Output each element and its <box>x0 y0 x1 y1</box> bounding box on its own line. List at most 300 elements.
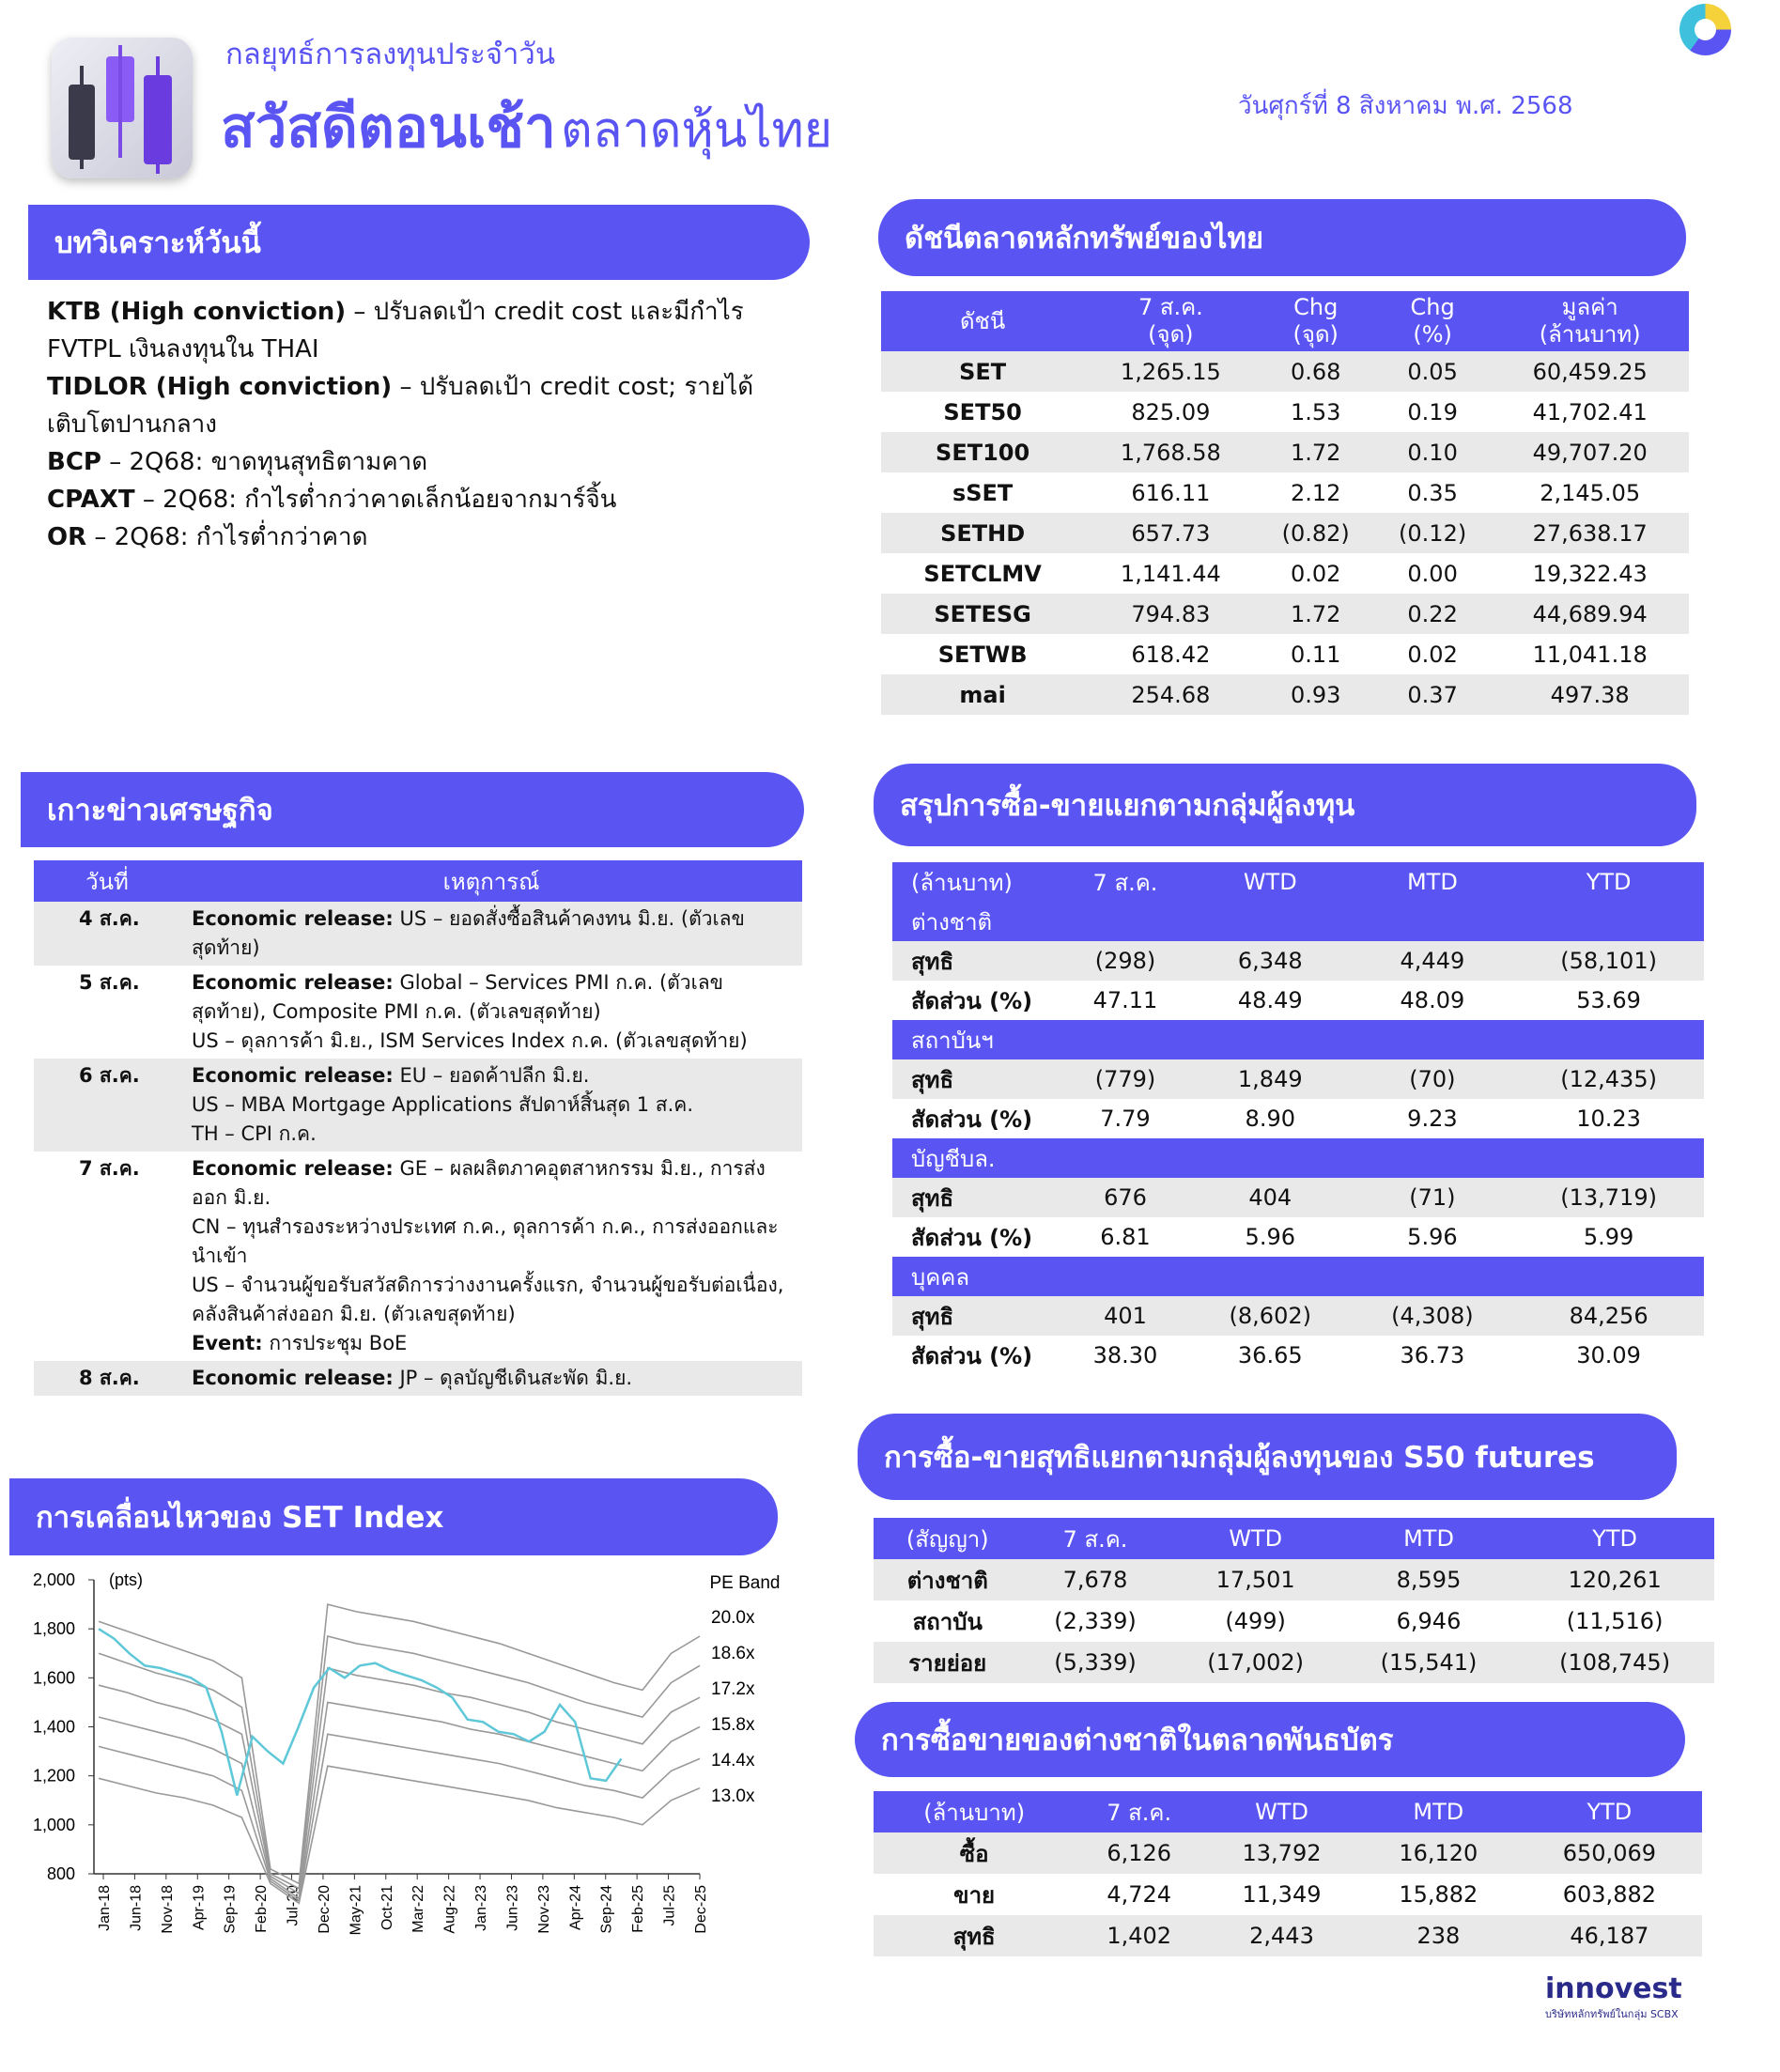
bonds-header-row <box>874 1791 1702 1832</box>
event-line <box>192 1364 791 1393</box>
table-cell: (70) <box>1352 1059 1514 1099</box>
set-index-line <box>99 1629 621 1795</box>
table-cell: 5.96 <box>1245 1224 1295 1250</box>
brand-subtitle: บริษัทหลักทรัพย์ในกลุ่ม SCBX <box>1545 2008 1679 2020</box>
row-label: สัดส่วน (%) <box>911 987 1033 1014</box>
table-row <box>874 1642 1714 1683</box>
indices-header-row <box>881 291 1689 351</box>
event-text: Economic release: <box>192 1064 394 1087</box>
x-tick-label: Mar-22 <box>410 1885 427 1933</box>
table-row <box>874 1874 1702 1915</box>
row-label: สุทธิ <box>892 941 1061 981</box>
analysis-ticker: OR <box>47 523 87 551</box>
event-text: Event: <box>192 1332 263 1354</box>
table-row <box>881 594 1689 634</box>
table-cell: 41,702.41 <box>1532 398 1648 425</box>
analysis-list <box>47 293 798 556</box>
event-description <box>180 1152 802 1361</box>
event-text: EU – ยอดค้าปลีก มิ.ย. <box>393 1064 590 1087</box>
column-header: 7 ส.ค. <box>1022 1518 1169 1559</box>
x-tick-label: Dec-20 <box>316 1885 333 1934</box>
empty-cell <box>1189 902 1352 941</box>
table-cell: 2,145.05 <box>1540 479 1641 506</box>
table-cell: 497.38 <box>1491 674 1689 715</box>
share-row <box>892 981 1704 1020</box>
title-sub: ตลาดหุ้นไทย <box>560 102 833 159</box>
analysis-ticker: TIDLOR (High conviction) <box>47 373 393 401</box>
event-line <box>192 1061 791 1090</box>
x-tick-label: May-21 <box>348 1885 364 1936</box>
column-header: YTD <box>1515 1518 1714 1559</box>
column-header: 7 ส.ค. (จุด) <box>1084 291 1257 351</box>
row-label: สุทธิ <box>892 1296 1061 1336</box>
pe-band-line <box>99 1702 700 1898</box>
event-text: GE – ผลผลิตภาคอุตสาหกรรม มิ.ย., การส่งออก มิ.ย. <box>192 1157 766 1209</box>
table-cell: 47.11 <box>1092 987 1158 1013</box>
table-cell: (58,101) <box>1513 941 1704 981</box>
x-tick-label: Nov-23 <box>535 1885 552 1934</box>
event-description <box>180 1059 802 1152</box>
net-row <box>892 941 1704 981</box>
investor-group-name: บัญชีบล. <box>892 1138 1061 1178</box>
empty-cell <box>1189 1138 1352 1178</box>
row-label: สุทธิ <box>892 1178 1061 1217</box>
column-header: WTD <box>1169 1518 1341 1559</box>
table-cell: (779) <box>1061 1059 1189 1099</box>
x-tick-label: Apr-19 <box>191 1885 208 1931</box>
economic-table <box>34 860 802 1396</box>
table-row <box>34 1152 802 1361</box>
table-cell: 6.81 <box>1100 1224 1151 1250</box>
table-row <box>881 513 1689 553</box>
table-cell: SETESG <box>881 594 1084 634</box>
table-cell: (2,339) <box>1054 1608 1137 1634</box>
table-cell: 0.35 <box>1407 479 1458 506</box>
table-cell: 0.37 <box>1374 674 1491 715</box>
table-cell: SETHD <box>881 513 1084 553</box>
event-line <box>192 1271 791 1329</box>
table-cell: 2,443 <box>1203 1915 1360 1956</box>
analysis-ticker: KTB (High conviction) <box>47 298 347 326</box>
empty-cell <box>1513 902 1704 941</box>
column-header: Chg (จุด) <box>1258 291 1374 351</box>
table-cell: mai <box>881 674 1084 715</box>
share-row <box>892 1217 1704 1257</box>
table-cell: 401 <box>1061 1296 1189 1336</box>
investor-table <box>892 862 1704 1375</box>
analysis-text: – ปรับลดเป้า credit cost; รายได้เติบโตปานกลาง <box>47 373 754 439</box>
y-tick-label: 1,600 <box>32 1668 75 1688</box>
event-date: 8 ส.ค. <box>34 1361 180 1396</box>
table-row <box>881 351 1689 392</box>
event-text: Economic release: <box>192 971 394 994</box>
column-header: MTD <box>1360 1791 1517 1832</box>
investor-header-row <box>892 862 1704 902</box>
column-header: มูลค่า (ล้านบาท) <box>1491 291 1689 351</box>
x-tick-label: Feb-20 <box>254 1885 271 1933</box>
table-cell: 657.73 <box>1084 513 1257 553</box>
header-subtitle: กลยุทธ์การลงทุนประจำวัน <box>225 38 556 71</box>
table-cell: 84,256 <box>1513 1296 1704 1336</box>
event-text: US – ดุลการค้า มิ.ย., ISM Services Index ก.ค. (ตัวเลขสุดท้าย) <box>192 1029 748 1052</box>
empty-cell <box>1352 1020 1514 1059</box>
event-text: Global – Services PMI ก.ค. (ตัวเลขสุดท้าย), Composite PMI ก.ค. (ตัวเลขสุดท้าย) <box>192 971 724 1023</box>
row-label: สัดส่วน (%) <box>911 1224 1033 1251</box>
y-tick-label: 1,400 <box>32 1717 75 1737</box>
table-cell: 0.10 <box>1374 432 1491 472</box>
pe-band-line <box>99 1668 700 1894</box>
event-text: CN – ทุนสำรองระหว่างประเทศ ก.ค., ดุลการค้า ก.ค., การส่งออกและนำเข้า <box>192 1215 779 1267</box>
event-line <box>192 1213 791 1271</box>
table-cell: 6,946 <box>1396 1608 1462 1634</box>
pe-band-value-label: 15.8x <box>711 1715 755 1735</box>
column-header: วันที่ <box>34 860 180 902</box>
table-cell: 48.49 <box>1237 987 1303 1013</box>
brand-circle-icon <box>1679 4 1731 55</box>
pe-band-line <box>99 1604 700 1883</box>
event-text: US – จำนวนผู้ขอรับสวัสดิการว่างงานครั้งแรก, จำนวนผู้ขอรับต่อเนื่อง, คลังสินค้าส่งออก มิ.ย. (ตัวเลขสุดท้าย) <box>192 1274 784 1325</box>
table-cell: 404 <box>1189 1178 1352 1217</box>
set-index-chart <box>0 1559 827 1963</box>
column-header: (สัญญา) <box>874 1518 1022 1559</box>
brand-name: innovest <box>1545 1972 1682 2005</box>
empty-cell <box>1061 1138 1189 1178</box>
table-cell: 0.05 <box>1374 351 1491 392</box>
empty-cell <box>1352 1257 1514 1296</box>
table-row <box>881 472 1689 513</box>
table-cell: 46,187 <box>1517 1915 1702 1956</box>
page-title <box>221 83 832 172</box>
table-cell: 0.93 <box>1258 674 1374 715</box>
indices-table <box>881 291 1689 715</box>
table-cell: 0.02 <box>1290 560 1341 587</box>
indices-heading: ดัชนีตลาดหลักทรัพย์ของไทย <box>878 199 1686 276</box>
event-date: 5 ส.ค. <box>79 971 140 994</box>
x-tick-label: Jan-23 <box>473 1885 490 1931</box>
table-cell: 676 <box>1061 1178 1189 1217</box>
column-header: WTD <box>1203 1791 1360 1832</box>
table-cell: 6,348 <box>1189 941 1352 981</box>
event-text: US – ยอดสั่งซื้อสินค้าคงทน มิ.ย. (ตัวเลขสุดท้าย) <box>192 907 745 959</box>
pe-band-line <box>99 1766 700 1903</box>
table-cell: (0.12) <box>1374 513 1491 553</box>
table-cell: 7.79 <box>1100 1106 1151 1132</box>
table-row <box>881 674 1689 715</box>
empty-cell <box>1352 902 1514 941</box>
table-cell: (11,516) <box>1566 1608 1664 1634</box>
table-cell: 120,261 <box>1515 1559 1714 1600</box>
set-chart-heading: การเคลื่อนไหวของ SET Index <box>9 1478 778 1555</box>
event-date: 6 ส.ค. <box>34 1059 180 1152</box>
table-cell: 1,768.58 <box>1084 432 1257 472</box>
analysis-item <box>47 443 798 481</box>
table-cell: 16,120 <box>1360 1832 1517 1874</box>
table-cell: SET50 <box>943 398 1022 425</box>
table-cell: 8.90 <box>1245 1106 1295 1132</box>
economic-heading: เกาะข่าวเศรษฐกิจ <box>21 772 804 847</box>
pe-band-value-label: 14.4x <box>711 1751 755 1770</box>
table-cell: 238 <box>1360 1915 1517 1956</box>
analysis-item <box>47 368 798 443</box>
table-cell: 11,041.18 <box>1532 641 1648 668</box>
x-tick-label: Feb-25 <box>630 1885 647 1933</box>
empty-cell <box>1513 1020 1704 1059</box>
table-cell: (4,308) <box>1352 1296 1514 1336</box>
investor-group-name: บุคคล <box>892 1257 1061 1296</box>
net-row <box>892 1296 1704 1336</box>
table-cell: (17,002) <box>1169 1642 1341 1683</box>
event-text: TH – CPI ก.ค. <box>192 1122 317 1145</box>
column-header: (ล้านบาท) <box>892 862 1061 902</box>
table-cell: 0.11 <box>1290 641 1341 668</box>
table-cell: (12,435) <box>1513 1059 1704 1099</box>
table-cell: 2.12 <box>1290 479 1341 506</box>
share-row <box>892 1336 1704 1375</box>
title-main: สวัสดีตอนเช้า <box>221 95 556 161</box>
table-cell: 1.53 <box>1290 398 1341 425</box>
table-cell: 4,449 <box>1352 941 1514 981</box>
y-tick-label: 1,200 <box>32 1766 75 1786</box>
y-tick-label: 2,000 <box>32 1570 75 1589</box>
table-cell: สุทธิ <box>874 1915 1075 1956</box>
table-cell: 0.22 <box>1374 594 1491 634</box>
table-cell: 38.30 <box>1092 1342 1158 1368</box>
empty-cell <box>1189 1020 1352 1059</box>
table-cell: ซื้อ <box>874 1832 1075 1874</box>
empty-cell <box>1061 1257 1189 1296</box>
table-row <box>34 966 802 1059</box>
table-cell: 254.68 <box>1084 674 1257 715</box>
x-tick-label: Jun-23 <box>504 1885 521 1931</box>
table-row <box>874 1832 1702 1874</box>
table-cell: 1,402 <box>1075 1915 1203 1956</box>
analysis-text: – 2Q68: ขาดทุนสุทธิตามคาด <box>101 448 428 476</box>
analysis-ticker: CPAXT <box>47 486 135 514</box>
table-row <box>881 553 1689 594</box>
table-cell: 49,707.20 <box>1491 432 1689 472</box>
column-header: WTD <box>1189 862 1352 902</box>
bonds-table <box>874 1791 1702 1956</box>
table-cell: 27,638.17 <box>1491 513 1689 553</box>
table-cell: (298) <box>1061 941 1189 981</box>
economic-header-row <box>34 860 802 902</box>
net-row <box>892 1178 1704 1217</box>
pe-band-label: PE Band <box>709 1573 781 1593</box>
x-tick-label: Jan-18 <box>97 1885 113 1931</box>
table-cell: สถาบัน <box>912 1608 983 1635</box>
table-cell: 44,689.94 <box>1491 594 1689 634</box>
table-cell: 5.99 <box>1583 1224 1634 1250</box>
event-description <box>180 1361 802 1396</box>
x-tick-label: Dec-25 <box>693 1885 709 1934</box>
analysis-text: – 2Q68: กำไรต่ำกว่าคาดเล็กน้อยจากมาร์จิ้น <box>134 486 617 514</box>
event-date: 4 ส.ค. <box>34 902 180 966</box>
investor-group-row <box>892 1138 1704 1178</box>
empty-cell <box>1513 1257 1704 1296</box>
pe-band-value-label: 20.0x <box>711 1608 755 1628</box>
table-cell: 1,265.15 <box>1084 351 1257 392</box>
table-cell: 9.23 <box>1407 1106 1458 1132</box>
table-cell: 603,882 <box>1562 1881 1656 1908</box>
report-date: วันศุกร์ที่ 8 สิงหาคม พ.ศ. 2568 <box>1238 92 1573 120</box>
x-tick-label: Apr-24 <box>567 1885 584 1931</box>
x-tick-label: Nov-18 <box>159 1885 176 1934</box>
table-cell: SETWB <box>937 641 1028 668</box>
net-row <box>892 1059 1704 1099</box>
table-cell: (108,745) <box>1515 1642 1714 1683</box>
empty-cell <box>1061 1020 1189 1059</box>
analysis-item <box>47 293 798 368</box>
event-text: Economic release: <box>192 907 394 930</box>
investor-group-name: สถาบันฯ <box>892 1020 1061 1059</box>
table-row <box>874 1600 1714 1642</box>
table-cell: SET100 <box>881 432 1084 472</box>
table-cell: (13,719) <box>1513 1178 1704 1217</box>
x-tick-label: Oct-21 <box>379 1885 395 1931</box>
table-cell: 53.69 <box>1576 987 1641 1013</box>
table-cell: 11,349 <box>1242 1881 1322 1908</box>
column-header: MTD <box>1352 862 1514 902</box>
table-row <box>34 1059 802 1152</box>
pe-band-value-label: 13.0x <box>711 1786 755 1806</box>
event-text: การประชุม BoE <box>262 1332 408 1354</box>
table-cell: 48.09 <box>1400 987 1465 1013</box>
table-cell: 10.23 <box>1576 1106 1641 1132</box>
x-tick-label: Aug-22 <box>441 1885 458 1934</box>
table-cell: 15,882 <box>1399 1881 1478 1908</box>
event-text: Economic release: <box>192 1157 394 1180</box>
column-header: MTD <box>1342 1518 1515 1559</box>
table-cell: (499) <box>1225 1608 1286 1634</box>
investor-group-row <box>892 1020 1704 1059</box>
analysis-item <box>47 481 798 518</box>
event-line <box>192 1329 791 1358</box>
table-cell: 6,126 <box>1075 1832 1203 1874</box>
x-tick-label: Sep-19 <box>222 1885 239 1934</box>
y-axis-label: (pts) <box>109 1570 143 1589</box>
column-header: 7 ส.ค. <box>1075 1791 1203 1832</box>
table-cell: 0.19 <box>1407 398 1458 425</box>
table-cell: 616.11 <box>1131 479 1211 506</box>
table-cell: ขาย <box>953 1881 996 1909</box>
event-text: US – MBA Mortgage Applications สัปดาห์สิ้นสุด 1 ส.ค. <box>192 1093 694 1116</box>
pe-band-value-label: 17.2x <box>711 1679 755 1699</box>
row-label: สัดส่วน (%) <box>911 1342 1033 1369</box>
column-header: YTD <box>1517 1791 1702 1832</box>
analysis-heading: บทวิเคราะห์วันนี้ <box>28 205 810 280</box>
table-cell: 5.96 <box>1407 1224 1458 1250</box>
column-header: Chg (%) <box>1374 291 1491 351</box>
table-cell: 19,322.43 <box>1532 560 1648 587</box>
investor-group-row <box>892 902 1704 941</box>
table-cell: 17,501 <box>1169 1559 1341 1600</box>
column-header: 7 ส.ค. <box>1061 862 1189 902</box>
pe-band-value-label: 18.6x <box>711 1644 755 1663</box>
event-text: JP – ดุลบัญชีเดินสะพัด มิ.ย. <box>393 1367 633 1389</box>
column-header: (ล้านบาท) <box>874 1791 1075 1832</box>
table-cell: 60,459.25 <box>1491 351 1689 392</box>
table-cell: 1,141.44 <box>1120 560 1221 587</box>
row-label: สุทธิ <box>892 1059 1061 1099</box>
table-row <box>874 1915 1702 1956</box>
investor-group-row <box>892 1257 1704 1296</box>
table-cell: (15,541) <box>1342 1642 1515 1683</box>
x-tick-label: Jun-18 <box>128 1885 145 1931</box>
table-cell: SET <box>881 351 1084 392</box>
table-cell: 36.73 <box>1400 1342 1465 1368</box>
empty-cell <box>1061 902 1189 941</box>
futures-heading: การซื้อ-ขายสุทธิแยกตามกลุ่มผู้ลงทุนของ S50 futures <box>858 1414 1677 1500</box>
table-cell: 618.42 <box>1131 641 1211 668</box>
x-tick-label: Jul-25 <box>661 1885 678 1926</box>
share-row <box>892 1099 1704 1138</box>
table-row <box>881 392 1689 432</box>
empty-cell <box>1189 1257 1352 1296</box>
event-description <box>180 902 802 966</box>
analysis-ticker: BCP <box>47 448 101 476</box>
table-cell: 30.09 <box>1576 1342 1641 1368</box>
column-header: YTD <box>1513 862 1704 902</box>
empty-cell <box>1352 1138 1514 1178</box>
table-cell: 0.68 <box>1258 351 1374 392</box>
y-tick-label: 800 <box>46 1864 75 1883</box>
table-cell: 0.02 <box>1407 641 1458 668</box>
table-cell: 1.72 <box>1258 432 1374 472</box>
table-cell: 825.09 <box>1131 398 1211 425</box>
table-cell: (71) <box>1352 1178 1514 1217</box>
table-row <box>34 1361 802 1396</box>
table-cell: (5,339) <box>1022 1642 1169 1683</box>
table-cell: (8,602) <box>1189 1296 1352 1336</box>
empty-cell <box>1513 1138 1704 1178</box>
investor-heading: สรุปการซื้อ-ขายแยกตามกลุ่มผู้ลงทุน <box>874 764 1696 846</box>
table-cell: 650,069 <box>1517 1832 1702 1874</box>
table-cell: 36.65 <box>1237 1342 1303 1368</box>
table-cell: 4,724 <box>1107 1881 1172 1908</box>
candlestick-logo <box>52 38 193 178</box>
analysis-text: – 2Q68: กำไรต่ำกว่าคาด <box>86 523 368 551</box>
column-header: ดัชนี <box>881 291 1084 351</box>
table-cell: 794.83 <box>1084 594 1257 634</box>
table-cell: 0.00 <box>1407 560 1458 587</box>
analysis-text: – ปรับลดเป้า credit cost และมีกำไร FVTPL เงินลงทุนใน THAI <box>47 298 744 363</box>
event-text: Economic release: <box>192 1367 394 1389</box>
brand-logo <box>1545 1972 1682 2022</box>
x-tick-label: Jul-20 <box>285 1885 302 1926</box>
table-row <box>881 634 1689 674</box>
table-cell: sSET <box>952 479 1014 506</box>
table-cell: รายย่อย <box>874 1642 1022 1683</box>
y-tick-label: 1,000 <box>32 1815 75 1834</box>
event-line <box>192 1154 791 1213</box>
table-cell: 13,792 <box>1203 1832 1360 1874</box>
futures-header-row <box>874 1518 1714 1559</box>
event-line <box>192 1120 791 1149</box>
table-cell: 7,678 <box>1022 1559 1169 1600</box>
row-label: สัดส่วน (%) <box>911 1106 1033 1133</box>
event-line <box>192 1027 791 1056</box>
table-cell: SETCLMV <box>923 560 1042 587</box>
futures-table <box>874 1518 1714 1683</box>
event-line <box>192 905 791 963</box>
event-line <box>192 968 791 1027</box>
investor-group-name: ต่างชาติ <box>892 902 1061 941</box>
y-tick-label: 1,800 <box>32 1619 75 1639</box>
analysis-item <box>47 518 798 556</box>
event-date: 7 ส.ค. <box>79 1157 140 1180</box>
table-cell: ต่างชาติ <box>874 1559 1022 1600</box>
event-description <box>180 966 802 1059</box>
